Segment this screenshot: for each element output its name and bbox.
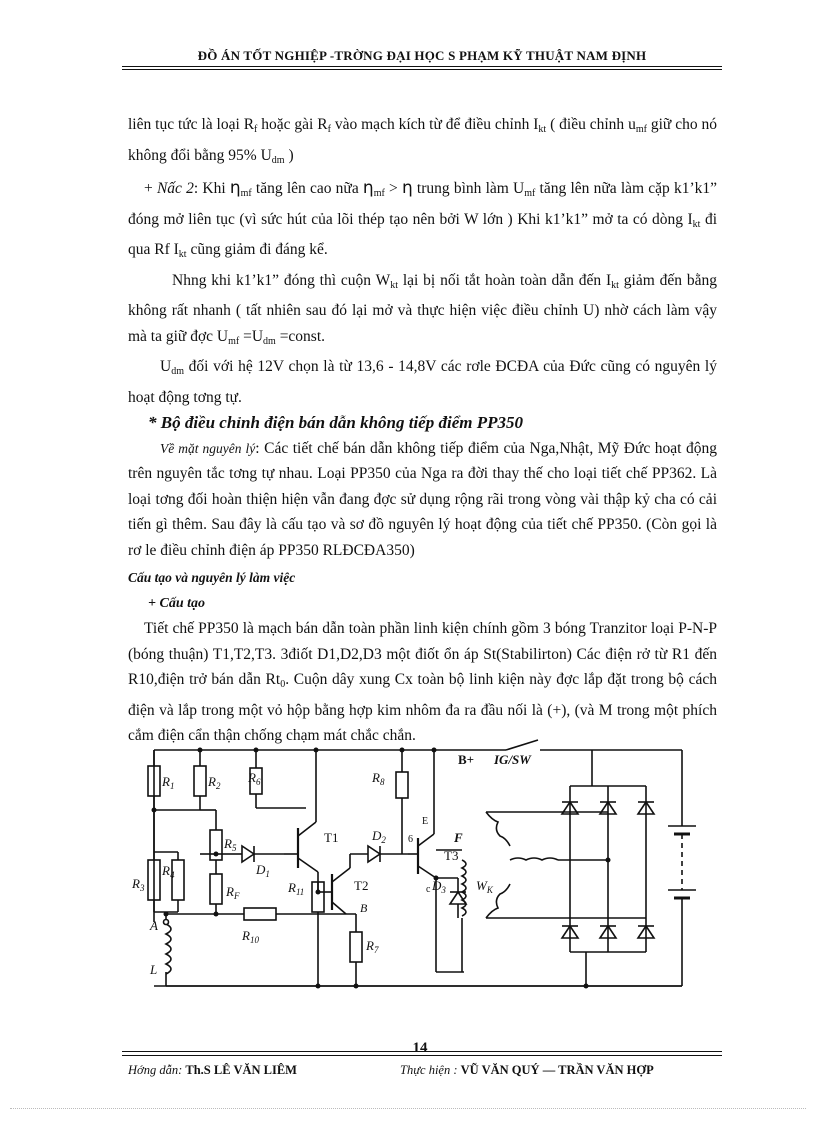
diode-d2 <box>368 846 380 862</box>
page-number: 14 <box>412 1040 428 1056</box>
stator-winding-2 <box>510 858 558 860</box>
paragraph-2: + Nấc 2: Khi $\eta_{mf}$ tăng lên cao nữa $\eta_{mf} > \eta$ trung bình làm $U_{mf}$ tăng lên nữa làm cặp k1’k1” đóng mở liên tục (vì sức hút của lõi thép tạo nên bởi W lớn ) Khi k1’k1” mở ta có dòng $I_{kt}$ đi qua Rf $I_{kt}$ cũng giảm đi đáng kể. <box>128 178 718 260</box>
paragraph-6: Tiết chế PP350 là mạch bán dẫn toàn phần linh kiện chính gồm 3 bóng Tranzitor loại P-N-P (bóng thuận) T1,T2,T3. 3điốt D1,D2,D3 một điốt ổn áp St(Stabilirton) Các điện rở từ R1 đến R10,điện trở bán dẫn $Rt_0$. Cuộn dây xung Cx toàn bộ linh kiện này đợc lắp đặt trong bộ cách điện và lắp trong một vỏ hộp bằng hợp kim nhôm đa ra đầu nối là (+), (và M trong một phích cắm điện cẩn thận chống chạm mát chắc chắn. <box>128 620 718 744</box>
label-d2: $D_2$ <box>372 828 386 845</box>
diode-d1 <box>242 846 254 862</box>
label-c: c <box>426 884 431 895</box>
resistor-rf <box>210 874 222 904</box>
footer-advisor: Hớng dẫn: Th.S LÊ VĂN LIÊM <box>128 1063 297 1077</box>
ignition-switch <box>506 740 538 750</box>
coil-l <box>166 924 171 974</box>
page-header: ĐỒ ÁN TỐT NGHIỆP -TRỜNG ĐẠI HỌC S PHẠM KỸ THUẬT NAM ĐỊNH <box>197 48 647 63</box>
label-l: L <box>150 962 158 977</box>
label-r6: $R_6$ <box>248 770 261 787</box>
label-r1: $R_1$ <box>162 774 175 791</box>
paragraph-5: Về mặt nguyên lý: Các tiết chế bán dẫn không tiếp điểm của Nga,Nhật, Mỹ Đức hoạt động trên nguyên tắc tơng tự nhau. Loại PP350 của Nga ra đời thay thế cho loại tiết chế PP362. Là loại tơng đối hoàn thiện hiện vẫn đang đợc sử dụng rộng rãi trong vòng vài thập kỷ cha có cải tiến gì thêm. Sau đây là cấu tạo và sơ đồ nguyên lý hoạt động của tiết chế PP350. (Còn gọi là rơ le điều chỉnh điện áp PP350 RLĐCĐA350) <box>128 439 717 559</box>
section-heading: * Bộ điều chỉnh điện bán dẫn không tiếp điểm PP350 <box>148 413 523 432</box>
label-r10: $R_{10}$ <box>242 928 259 945</box>
label-d3: $D_3$ <box>432 878 446 895</box>
resistor-r2 <box>194 766 206 796</box>
label-six: 6 <box>408 834 413 845</box>
resistor-r10 <box>244 908 276 920</box>
label-e: E <box>422 816 429 827</box>
label-ig-sw: IG/SW <box>494 752 531 767</box>
header-rule <box>122 66 722 67</box>
label-bplus: B+ <box>458 752 475 767</box>
label-b-node: B <box>360 901 368 915</box>
label-r8: $R_8$ <box>372 770 385 787</box>
page-bottom-border <box>10 1108 806 1109</box>
resistor-r7 <box>350 932 362 962</box>
label-t3: T3 <box>444 848 459 863</box>
label-r4: $R_4$ <box>162 863 175 880</box>
stator-winding-1 <box>486 812 510 846</box>
label-f: F <box>454 830 463 845</box>
resistor-r8 <box>396 772 408 798</box>
subheading-structure: + Cấu tạo <box>148 595 205 611</box>
paragraph-3: Nhng khi k1’k1” đóng thì cuộn $W_{kt}$ lại bị nối tắt hoàn toàn dẫn đến $I_{kt}$ giảm đến bằng không rất nhanh ( tất nhiên sau đó lại mở và thực hiện việc điều chỉnh U) nhờ cách làm vậy mà ta giữ đợc $U_{mf} =U_{dm}$ =const. <box>128 271 717 347</box>
body-text <box>128 112 717 749</box>
label-r5: $R_5$ <box>224 836 237 853</box>
footer-authors: Thực hiện : VŨ VĂN QUÝ — TRẦN VĂN HỢP <box>400 1063 654 1077</box>
paragraph-4: $U_{dm}$ đối với hệ 12V chọn là từ 13,6 - 14,8V các rơle ĐCĐA của Đức cũng có nguyên lý hoạt động tơng tự. <box>128 358 717 406</box>
resistor-r4 <box>172 860 184 900</box>
subheading-structure-principle: Cấu tạo và nguyên lý làm việc <box>128 570 296 585</box>
paragraph-1: liên tục tức là loại $R_f$ hoặc gài $R_f$ vào mạch kích từ để điều chỉnh $I_{kt}$ ( điều chỉnh $u_{mf}$ giữ cho nó không đổi bằng 95% $U_{dm}$ ) <box>128 116 717 166</box>
label-d1: $D_1$ <box>256 862 270 879</box>
label-rf: $R_F$ <box>226 884 240 901</box>
label-a: A <box>150 918 158 933</box>
field-coil-wk <box>462 860 466 916</box>
label-t2: T2 <box>354 878 369 893</box>
label-wk: $W_K$ <box>476 878 493 895</box>
circuit-diagram <box>132 742 721 997</box>
header-rule-2 <box>122 69 722 70</box>
label-r2: $R_2$ <box>208 774 221 791</box>
label-t1: T1 <box>324 830 339 845</box>
label-r3: $R_3$ <box>132 876 145 893</box>
label-r11: $R_{11}$ <box>288 880 305 897</box>
label-r7: $R_7$ <box>366 938 379 955</box>
